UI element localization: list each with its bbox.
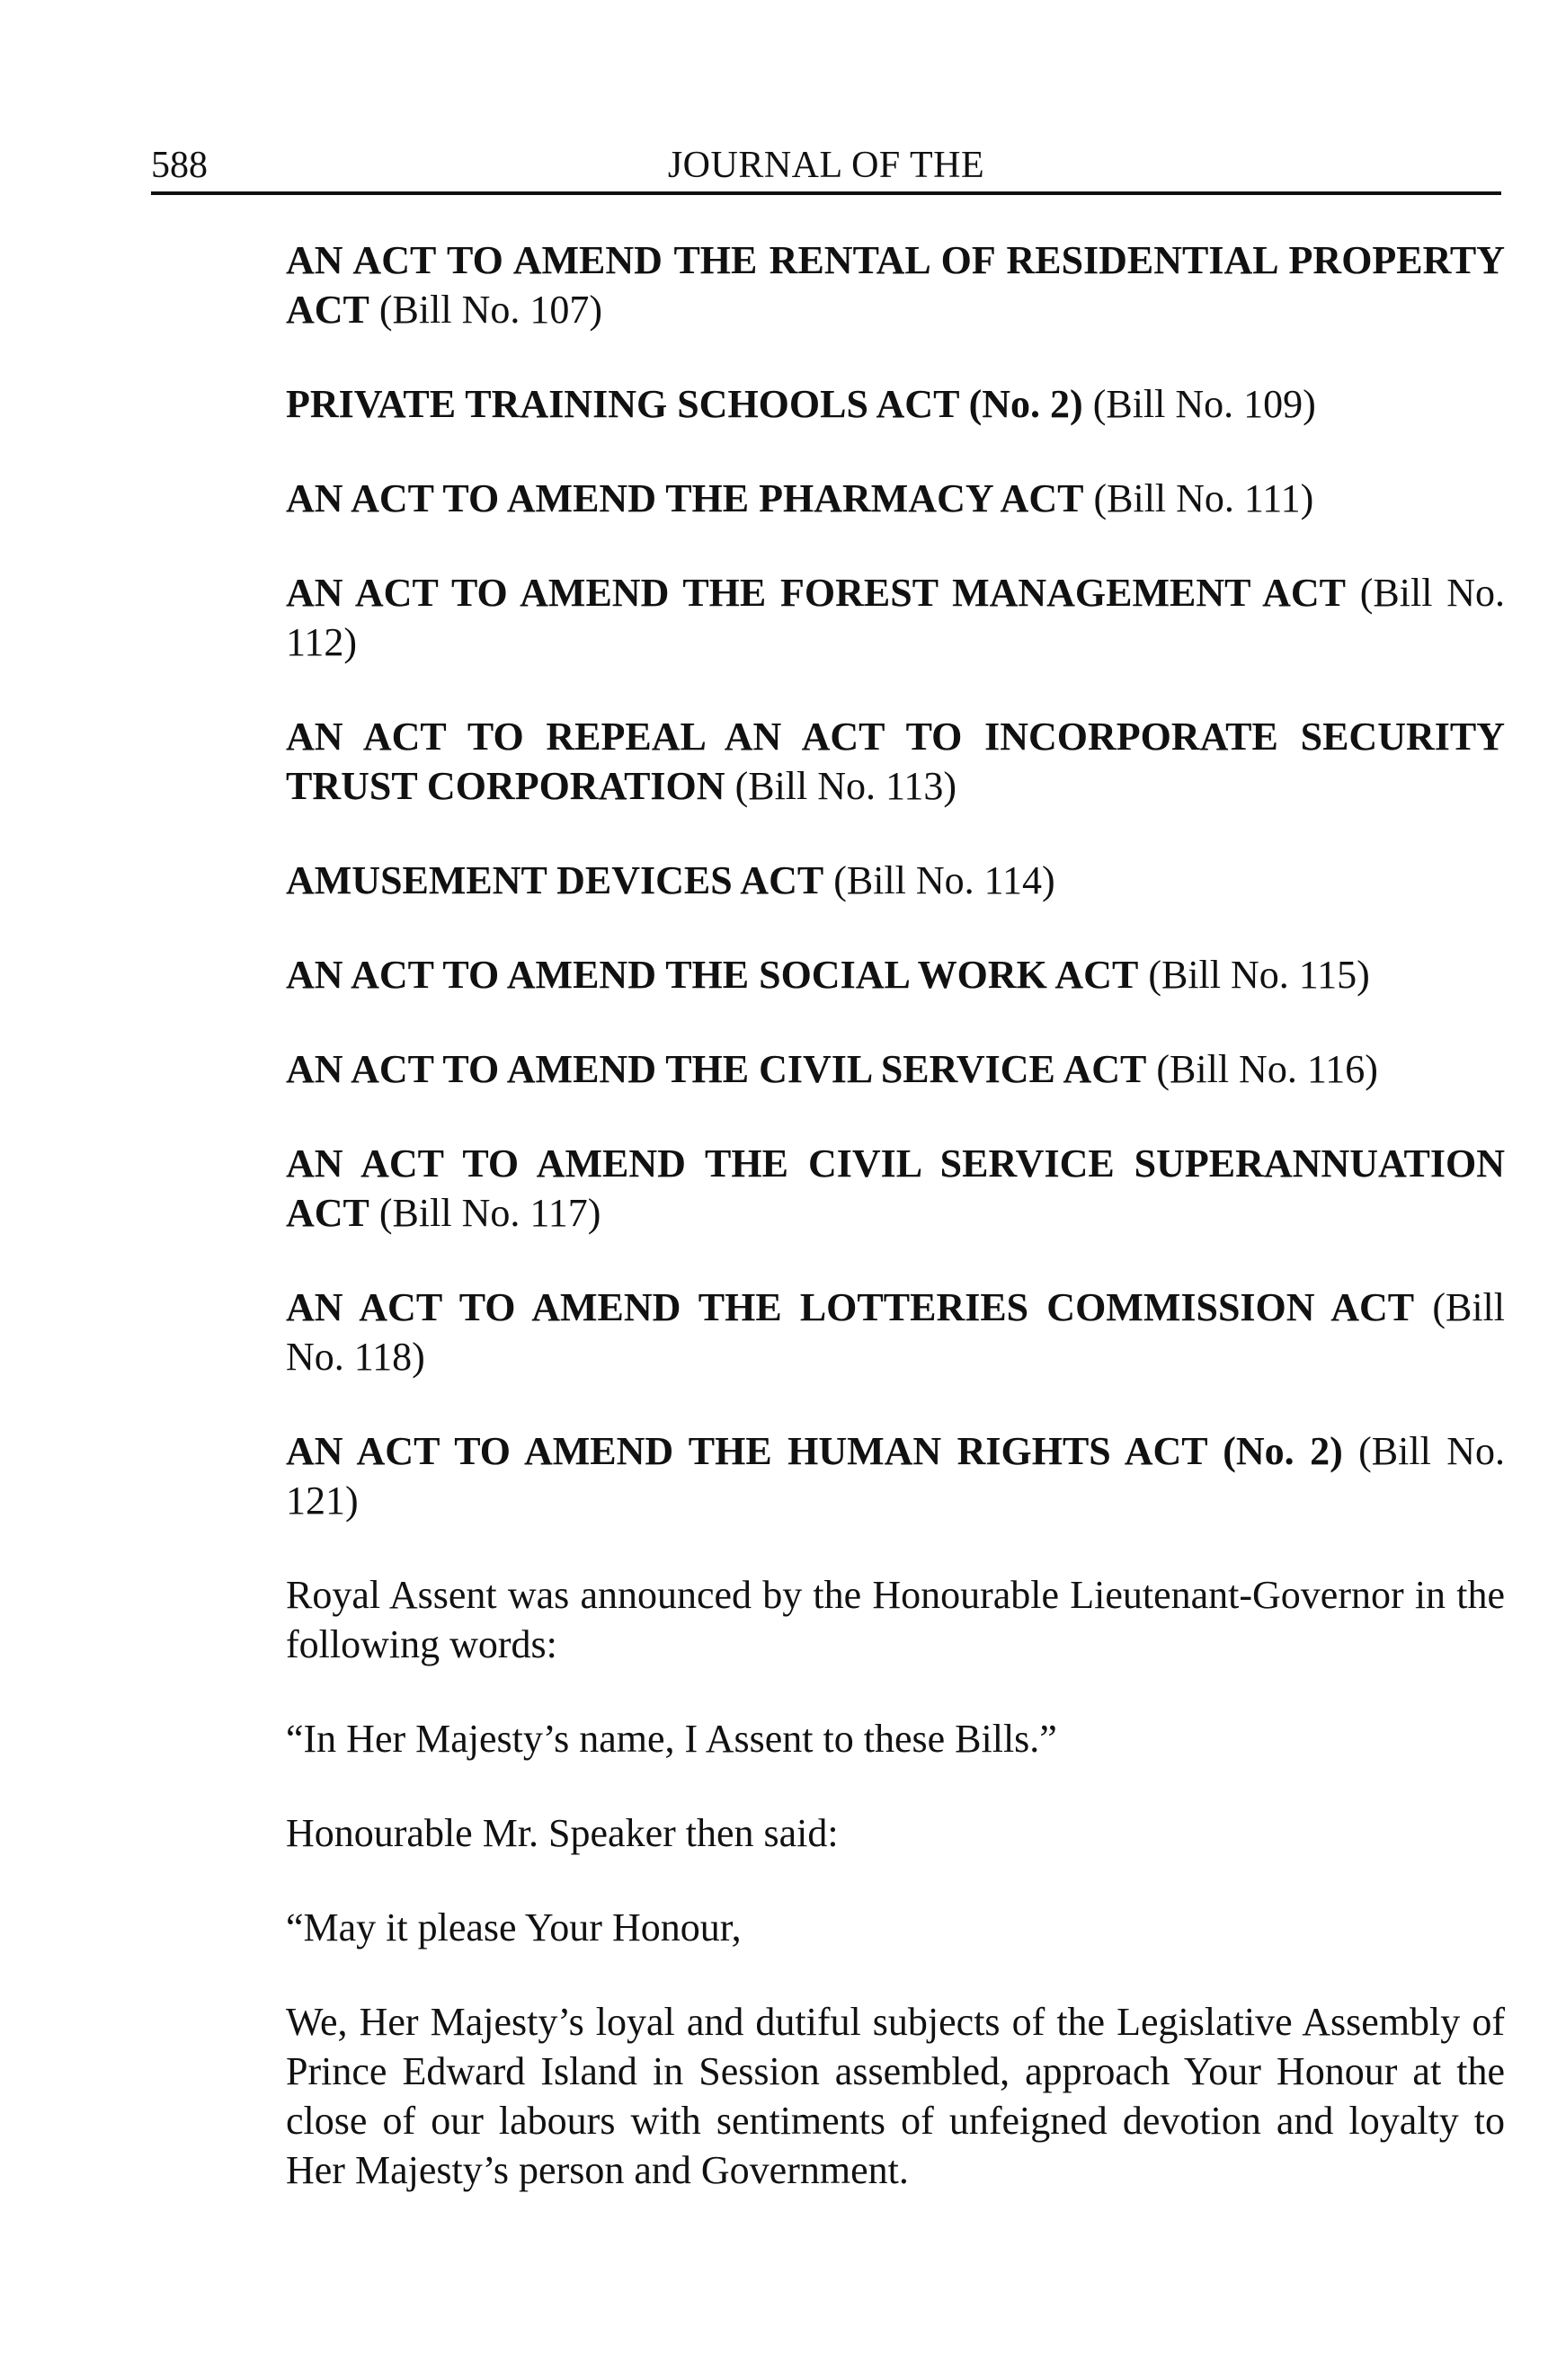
bill-entry [286, 712, 1505, 811]
running-head: JOURNAL OF THE [667, 145, 985, 186]
bill-entry [286, 1426, 1505, 1525]
bill-entry [286, 856, 1505, 905]
bill-title: AN ACT TO AMEND THE CIVIL SERVICE SUPERANNUATION ACT [286, 1141, 1505, 1235]
bill-number: (Bill No. 121) [286, 1429, 1505, 1523]
bill-number: (Bill No. 117) [378, 1191, 601, 1235]
bill-entry [286, 1044, 1505, 1094]
bill-entry [286, 950, 1505, 999]
bill-entry [286, 1283, 1505, 1381]
bill-title: PRIVATE TRAINING SCHOOLS ACT (No. 2) [286, 382, 1083, 426]
bill-title: AN ACT TO AMEND THE PHARMACY ACT [286, 476, 1084, 520]
bill-number: (Bill No. 111) [1093, 476, 1314, 520]
bill-title: AN ACT TO AMEND THE HUMAN RIGHTS ACT (No. 2) [286, 1429, 1343, 1473]
bill-entry [286, 379, 1505, 429]
bill-number: (Bill No. 118) [286, 1285, 1505, 1379]
bill-title: AN ACT TO REPEAL AN ACT TO INCORPORATE SECURITY TRUST CORPORATION [286, 715, 1505, 808]
page-header [151, 139, 1501, 195]
page-number: 588 [151, 145, 208, 186]
bill-title: AN ACT TO AMEND THE CIVIL SERVICE ACT [286, 1047, 1147, 1091]
bill-number: (Bill No. 114) [833, 858, 1055, 902]
bill-number: (Bill No. 109) [1092, 382, 1316, 426]
bill-entry [286, 474, 1505, 523]
bill-title: AN ACT TO AMEND THE FOREST MANAGEMENT ACT [286, 571, 1346, 615]
bill-entry [286, 235, 1505, 334]
bill-number: (Bill No. 115) [1148, 953, 1370, 997]
bill-title: AN ACT TO AMEND THE SOCIAL WORK ACT [286, 953, 1139, 997]
bill-title: AN ACT TO AMEND THE RENTAL OF RESIDENTIAL PROPERTY ACT [286, 238, 1505, 332]
bill-entry [286, 568, 1505, 667]
bill-title: AMUSEMENT DEVICES ACT [286, 858, 824, 902]
speaker-salutation: “May it please Your Honour, [286, 1905, 742, 1949]
bill-number: (Bill No. 116) [1156, 1047, 1378, 1091]
bill-number: (Bill No. 113) [734, 764, 957, 808]
bill-entry [286, 1139, 1505, 1238]
royal-assent-announcement: Royal Assent was announced by the Honourable Lieutenant-Governor in the following words: [286, 1573, 1505, 1666]
bill-number: (Bill No. 112) [286, 571, 1506, 664]
bill-title: AN ACT TO AMEND THE LOTTERIES COMMISSION ACT [286, 1285, 1415, 1329]
speaker-intro: Honourable Mr. Speaker then said: [286, 1811, 839, 1855]
bill-number: (Bill No. 107) [378, 288, 603, 332]
speaker-address: We, Her Majesty’s loyal and dutiful subjects of the Legislative Assembly of Prince Edward Island in Session assembled, approach Your Honour at the close of our labours with sentiments of unfeigned devotion and loyalty to Her Majesty’s person and Government. [286, 2000, 1505, 2192]
journal-content [286, 235, 1505, 2240]
assent-quote: “In Her Majesty’s name, I Assent to these Bills.” [286, 1717, 1057, 1761]
